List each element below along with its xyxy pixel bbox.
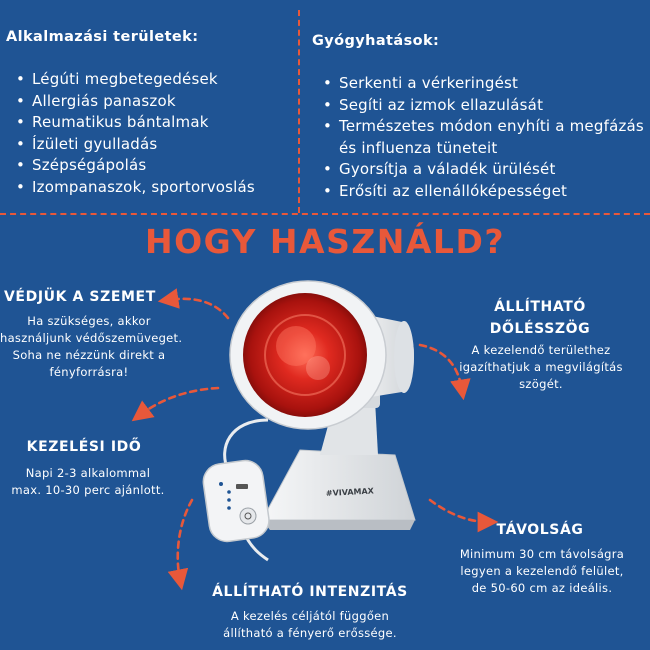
- adjustable-intensity-title: ÁLLÍTHATÓ INTENZITÁS: [212, 584, 408, 600]
- adjustable-tilt-text: A kezelendő területhez igazíthatjuk a megvilágítás szögét.: [459, 343, 623, 391]
- list-item: • Gyorsítja a váladék ürülését: [323, 159, 650, 181]
- list-item: • Serkenti a vérkeringést: [323, 73, 650, 95]
- treatment-time-title: KEZELÉSI IDŐ: [26, 439, 142, 455]
- list-item: • Reumatikus bántalmak: [16, 112, 255, 134]
- list-item: • Segíti az izmok ellazulását: [323, 95, 650, 117]
- list-item: • Légúti megbetegedések: [16, 69, 255, 91]
- arrow-to-time: [140, 388, 218, 415]
- list-item: • Erősíti az ellenállóképességet: [323, 181, 650, 203]
- brand-label: #VIVAMAX: [325, 486, 375, 498]
- adjustable-tilt-title: ÁLLÍTHATÓ DŐLÉSSZÖG: [489, 299, 591, 337]
- eye-protection-text: Ha szükséges, akkor használjunk védőszemüveget. Soha ne nézzünk direkt a fényforrásra!: [0, 314, 183, 379]
- list-item: • Szépségápolás: [16, 155, 255, 177]
- main-title: HOGY HASZNÁLD?: [145, 222, 505, 261]
- eye-protection-title: VÉDJÜK A SZEMET: [4, 289, 156, 305]
- applications-title: Alkalmazási területek:: [6, 29, 199, 45]
- distance-title: TÁVOLSÁG: [496, 522, 584, 538]
- effects-title: Gyógyhatások:: [312, 33, 440, 49]
- treatment-time-text: Napi 2-3 alkalommal max. 10-30 perc ajánlott.: [11, 466, 165, 497]
- list-item: • Természetes módon enyhíti a megfázás és influenza tüneteit: [323, 116, 650, 159]
- adjustable-intensity-text: A kezelés céljától függően állítható a fényerő erőssége.: [223, 609, 397, 640]
- list-item: • Ízületi gyulladás: [16, 134, 255, 156]
- list-item: • Izompanaszok, sportorvoslás: [16, 177, 255, 199]
- distance-text: Minimum 30 cm távolságra legyen a kezelendő felület, de 50-60 cm az ideális.: [459, 547, 625, 595]
- list-item: • Allergiás panaszok: [16, 91, 255, 113]
- arrow-to-distance: [430, 500, 488, 522]
- arrow-to-intensity: [178, 500, 192, 580]
- remote-control: [201, 458, 271, 544]
